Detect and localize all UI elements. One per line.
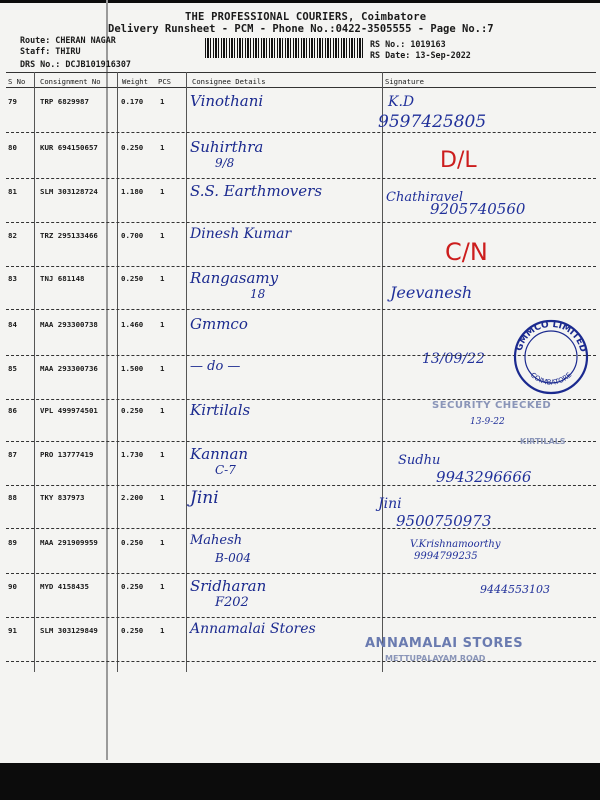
row-pcs: 1	[160, 538, 165, 547]
row-pcs: 1	[160, 97, 165, 106]
row-divider	[6, 309, 596, 310]
col-head-consignee: Consignee Details	[192, 77, 266, 86]
row-divider	[6, 441, 596, 442]
row-signature: 9943296666	[436, 468, 532, 486]
row-signature: Jini	[378, 496, 402, 512]
col-sep	[117, 72, 118, 672]
gmmco-stamp-top: GMMCO LIMITED	[514, 319, 588, 354]
row-consignee-handwriting: Annamalai Stores	[190, 621, 316, 637]
row-divider	[6, 573, 596, 574]
col-head-consignment: Consignment No	[40, 77, 101, 86]
row-consignee-handwriting: 18	[250, 287, 266, 301]
row-pcs: 1	[160, 582, 165, 591]
row-signature: C/N	[445, 238, 488, 266]
row-weight: 0.250	[121, 582, 144, 591]
row-consignee-handwriting: C-7	[215, 463, 236, 477]
row-consignee-handwriting: Sridharan	[190, 577, 267, 595]
row-consignee-handwriting: Kannan	[190, 445, 249, 463]
row-signature: 9500750973	[396, 512, 492, 530]
barcode	[205, 38, 363, 58]
row-consignment-no: SLM 303129849	[40, 626, 98, 635]
row-weight: 1.180	[121, 187, 144, 196]
row-sno: 88	[8, 493, 17, 502]
row-weight: 0.250	[121, 143, 144, 152]
row-divider	[6, 617, 596, 618]
company-title: THE PROFESSIONAL COURIERS, Coimbatore	[185, 11, 427, 23]
row-weight: 1.460	[121, 320, 144, 329]
row-divider	[6, 661, 596, 662]
row-consignment-no: PRO 13777419	[40, 450, 94, 459]
col-sep	[382, 72, 383, 672]
row-signature: Sudhu	[398, 453, 441, 468]
row-consignee-handwriting: F202	[215, 595, 249, 610]
row-weight: 1.730	[121, 450, 144, 459]
drs-number: DRS No.: DCJB101916307	[20, 59, 131, 69]
svg-text:COIMBATORE	[529, 371, 574, 387]
rs-date: RS Date: 13-Sep-2022	[370, 50, 471, 60]
row-signature: 13/09/22	[422, 351, 485, 367]
row-consignee-handwriting: B-004	[215, 551, 251, 565]
security-stamp: SECURITY CHECKED	[432, 400, 552, 411]
row-signature: V.Krishnamoorthy	[410, 539, 501, 550]
row-signature: 9444553103	[480, 583, 550, 596]
row-consignment-no: SLM 303128724	[40, 187, 98, 196]
row-signature: D/L	[440, 148, 477, 173]
row-consignment-no: MAA 293300738	[40, 320, 98, 329]
row-consignee-handwriting: Rangasamy	[190, 269, 279, 287]
rs-number: RS No.: 1019163	[370, 39, 446, 49]
row-consignment-no: MYD 4158435	[40, 582, 89, 591]
gmmco-stamp-bottom: COIMBATORE	[528, 370, 574, 387]
row-divider	[6, 485, 596, 486]
row-pcs: 1	[160, 187, 165, 196]
row-weight: 0.250	[121, 406, 144, 415]
row-sno: 89	[8, 538, 17, 547]
col-head-pcs: PCS	[158, 77, 171, 86]
row-consignment-no: TNJ 681148	[40, 274, 85, 283]
row-pcs: 1	[160, 364, 165, 373]
row-weight: 0.250	[121, 274, 144, 283]
row-sno: 81	[8, 187, 17, 196]
col-sep	[186, 72, 187, 672]
runsheet-subtitle: Delivery Runsheet - PCM - Phone No.:0422-3505555 - Page No.:7	[108, 23, 494, 35]
row-consignee-handwriting: S.S. Earthmovers	[190, 182, 323, 200]
row-sno: 79	[8, 97, 17, 106]
row-divider	[6, 266, 596, 267]
svg-text:GMMCO LIMITED	[515, 320, 588, 353]
row-pcs: 1	[160, 626, 165, 635]
row-sno: 91	[8, 626, 17, 635]
row-consignment-no: TKY 837973	[40, 493, 85, 502]
row-consignment-no: MAA 291909959	[40, 538, 98, 547]
row-divider	[6, 178, 596, 179]
row-consignee-handwriting: Vinothani	[190, 92, 264, 110]
row-consignee-handwriting: Mahesh	[190, 533, 243, 548]
row-pcs: 1	[160, 450, 165, 459]
row-sno: 86	[8, 406, 17, 415]
row-pcs: 1	[160, 406, 165, 415]
col-sep	[34, 72, 35, 672]
row-divider	[6, 222, 596, 223]
kirtilals-stamp: KIRTILALS	[520, 437, 566, 446]
row-signature: Jeevanesh	[390, 283, 473, 302]
row-signature: K.D	[388, 94, 415, 110]
row-signature: 9597425805	[378, 112, 487, 132]
scan-top-band	[0, 0, 600, 3]
row-sno: 80	[8, 143, 17, 152]
row-sno: 85	[8, 364, 17, 373]
gmmco-stamp	[506, 312, 596, 402]
row-weight: 0.250	[121, 538, 144, 547]
row-signature: 9205740560	[430, 200, 526, 218]
row-consignee-handwriting: Jini	[190, 488, 219, 508]
row-weight: 0.170	[121, 97, 144, 106]
row-pcs: 1	[160, 493, 165, 502]
row-sno: 90	[8, 582, 17, 591]
scan-fold-line	[106, 0, 108, 760]
row-divider	[6, 528, 596, 529]
row-weight: 0.700	[121, 231, 144, 240]
scan-bottom-band	[0, 763, 600, 800]
row-signature: 9994799235	[414, 551, 478, 562]
row-consignment-no: KUR 694150657	[40, 143, 98, 152]
row-consignee-handwriting: Gmmco	[190, 315, 248, 333]
staff-label: Staff: THIRU	[20, 46, 81, 56]
table-head-rule	[6, 87, 596, 88]
col-head-sno: S No	[8, 77, 26, 86]
row-sno: 83	[8, 274, 17, 283]
row-consignee-handwriting: 9/8	[215, 156, 235, 170]
row-pcs: 1	[160, 231, 165, 240]
annamalai-stamp-address: METTUPALAYAM ROAD	[385, 654, 486, 663]
row-pcs: 1	[160, 274, 165, 283]
row-sno: 87	[8, 450, 17, 459]
col-head-weight: Weight	[122, 77, 148, 86]
col-head-signature: Signature	[385, 77, 424, 86]
table-top-rule	[6, 72, 596, 73]
row-consignment-no: MAA 293300736	[40, 364, 98, 373]
row-consignment-no: TRP 6829987	[40, 97, 89, 106]
row-consignee-handwriting: — do —	[190, 359, 241, 374]
row-consignment-no: VPL 499974501	[40, 406, 98, 415]
row-consignee-handwriting: Dinesh Kumar	[190, 226, 292, 242]
route-label: Route: CHERAN NAGAR	[20, 35, 116, 45]
row-signature: Chathiravel	[386, 190, 463, 205]
row-signature: 13-9-22	[470, 417, 505, 427]
row-weight: 2.200	[121, 493, 144, 502]
row-sno: 82	[8, 231, 17, 240]
row-consignee-handwriting: Suhirthra	[190, 138, 264, 156]
row-weight: 0.250	[121, 626, 144, 635]
row-pcs: 1	[160, 320, 165, 329]
annamalai-stamp: ANNAMALAI STORES	[365, 636, 524, 651]
row-sno: 84	[8, 320, 17, 329]
row-consignee-handwriting: Kirtilals	[190, 401, 251, 419]
row-divider	[6, 132, 596, 133]
row-weight: 1.500	[121, 364, 144, 373]
row-consignment-no: TRZ 295133466	[40, 231, 98, 240]
row-pcs: 1	[160, 143, 165, 152]
